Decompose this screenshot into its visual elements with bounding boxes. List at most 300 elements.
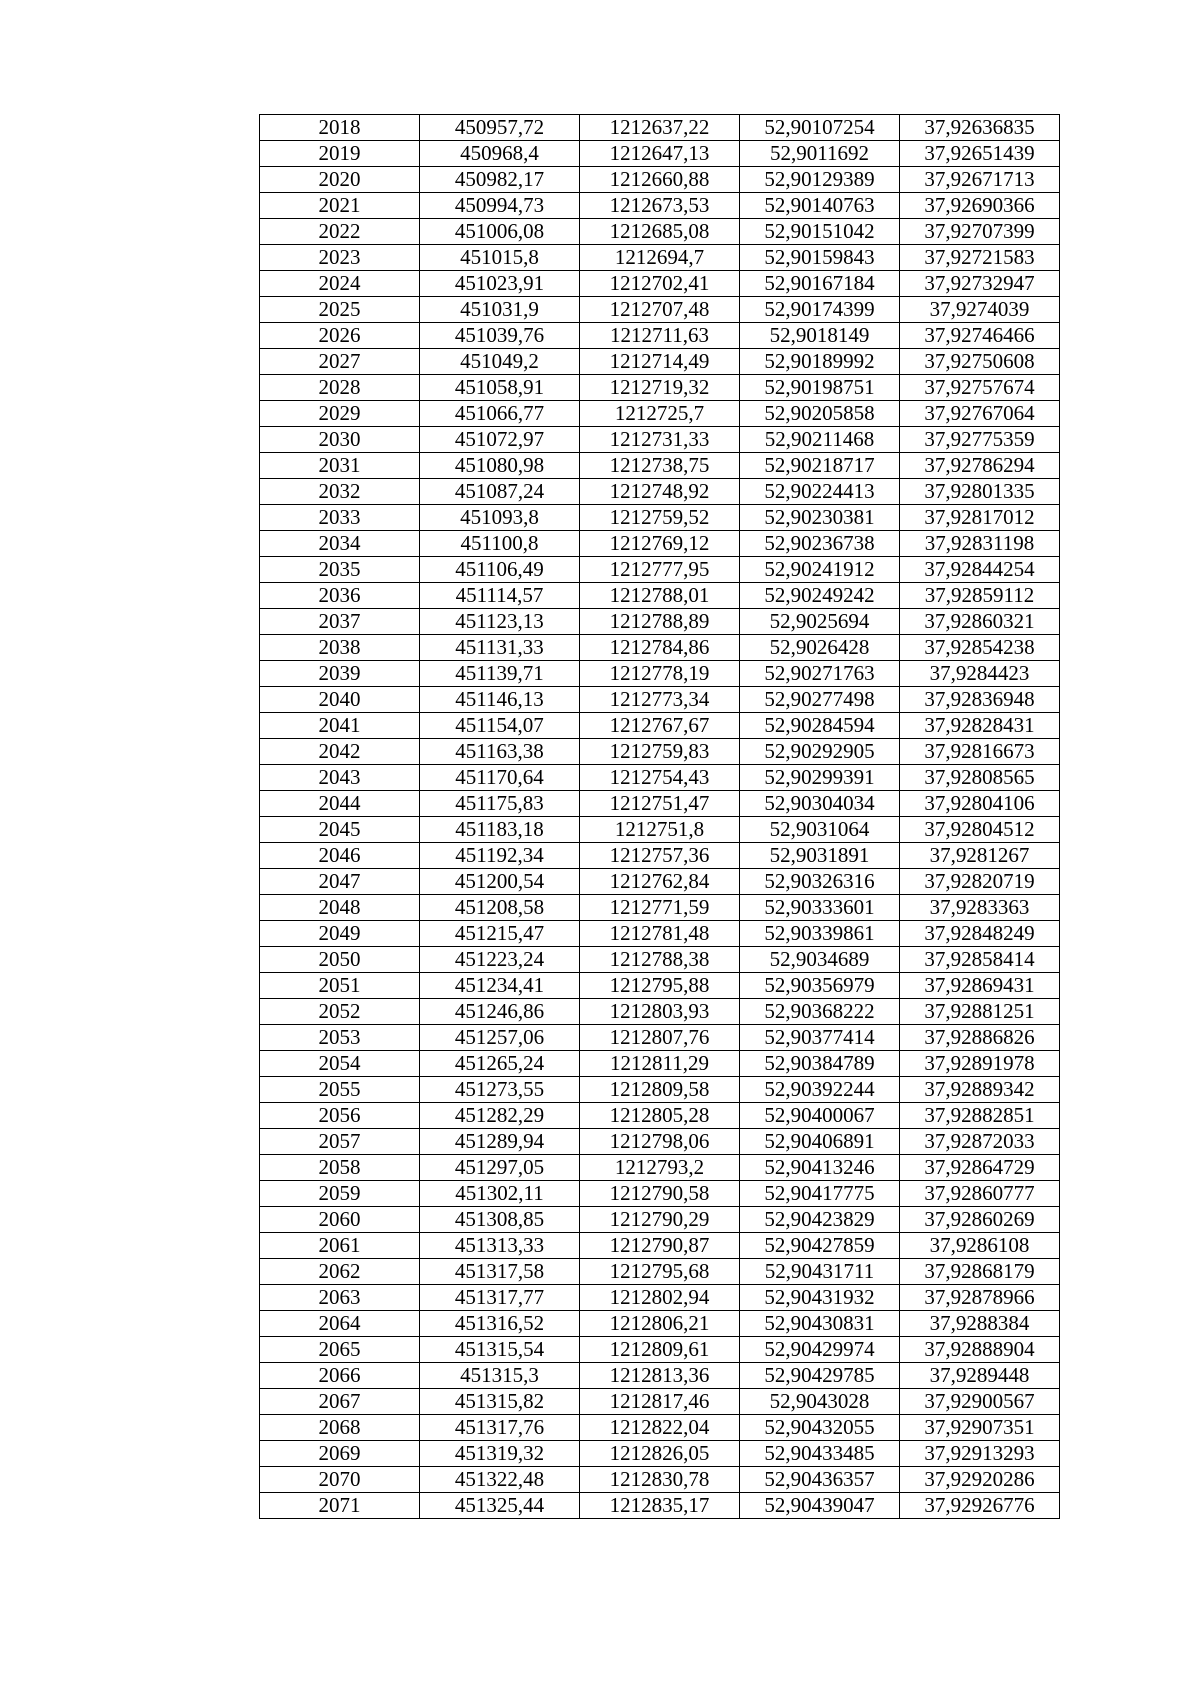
longitude-cell: 37,92860777: [900, 1181, 1060, 1207]
latitude-cell: 52,90368222: [740, 999, 900, 1025]
table-row: [260, 1051, 1060, 1077]
point-number-cell: 2020: [260, 167, 420, 193]
table-row: [260, 505, 1060, 531]
point-number-cell: 2062: [260, 1259, 420, 1285]
y-coordinate-cell: 1212660,88: [580, 167, 740, 193]
latitude-cell: 52,90384789: [740, 1051, 900, 1077]
longitude-cell: 37,92767064: [900, 401, 1060, 427]
latitude-cell: 52,90167184: [740, 271, 900, 297]
point-number-cell: 2037: [260, 609, 420, 635]
point-number-cell: 2055: [260, 1077, 420, 1103]
table-row: [260, 427, 1060, 453]
y-coordinate-cell: 1212731,33: [580, 427, 740, 453]
x-coordinate-cell: 451154,07: [420, 713, 580, 739]
latitude-cell: 52,90304034: [740, 791, 900, 817]
table-row: [260, 245, 1060, 271]
latitude-cell: 52,90129389: [740, 167, 900, 193]
table-row: [260, 791, 1060, 817]
latitude-cell: 52,90140763: [740, 193, 900, 219]
table-row: [260, 973, 1060, 999]
x-coordinate-cell: 451265,24: [420, 1051, 580, 1077]
y-coordinate-cell: 1212806,21: [580, 1311, 740, 1337]
x-coordinate-cell: 451325,44: [420, 1493, 580, 1519]
latitude-cell: 52,90356979: [740, 973, 900, 999]
y-coordinate-cell: 1212798,06: [580, 1129, 740, 1155]
y-coordinate-cell: 1212777,95: [580, 557, 740, 583]
longitude-cell: 37,92860321: [900, 609, 1060, 635]
longitude-cell: 37,92926776: [900, 1493, 1060, 1519]
x-coordinate-cell: 451183,18: [420, 817, 580, 843]
latitude-cell: 52,90174399: [740, 297, 900, 323]
y-coordinate-cell: 1212788,89: [580, 609, 740, 635]
longitude-cell: 37,92860269: [900, 1207, 1060, 1233]
y-coordinate-cell: 1212719,32: [580, 375, 740, 401]
table-row: [260, 765, 1060, 791]
y-coordinate-cell: 1212790,29: [580, 1207, 740, 1233]
latitude-cell: 52,90333601: [740, 895, 900, 921]
table-row: [260, 1389, 1060, 1415]
latitude-cell: 52,90107254: [740, 115, 900, 141]
y-coordinate-cell: 1212751,47: [580, 791, 740, 817]
latitude-cell: 52,9011692: [740, 141, 900, 167]
latitude-cell: 52,90326316: [740, 869, 900, 895]
point-number-cell: 2033: [260, 505, 420, 531]
y-coordinate-cell: 1212707,48: [580, 297, 740, 323]
latitude-cell: 52,90236738: [740, 531, 900, 557]
latitude-cell: 52,90218717: [740, 453, 900, 479]
point-number-cell: 2056: [260, 1103, 420, 1129]
table-row: [260, 297, 1060, 323]
longitude-cell: 37,92907351: [900, 1415, 1060, 1441]
table-row: [260, 1415, 1060, 1441]
y-coordinate-cell: 1212809,58: [580, 1077, 740, 1103]
longitude-cell: 37,92651439: [900, 141, 1060, 167]
longitude-cell: 37,92671713: [900, 167, 1060, 193]
x-coordinate-cell: 451308,85: [420, 1207, 580, 1233]
longitude-cell: 37,92750608: [900, 349, 1060, 375]
x-coordinate-cell: 451315,54: [420, 1337, 580, 1363]
latitude-cell: 52,90392244: [740, 1077, 900, 1103]
latitude-cell: 52,90211468: [740, 427, 900, 453]
latitude-cell: 52,9031064: [740, 817, 900, 843]
longitude-cell: 37,92859112: [900, 583, 1060, 609]
latitude-cell: 52,90249242: [740, 583, 900, 609]
latitude-cell: 52,90271763: [740, 661, 900, 687]
x-coordinate-cell: 451114,57: [420, 583, 580, 609]
table-row: [260, 271, 1060, 297]
table-row: [260, 453, 1060, 479]
x-coordinate-cell: 451066,77: [420, 401, 580, 427]
longitude-cell: 37,92820719: [900, 869, 1060, 895]
latitude-cell: 52,9018149: [740, 323, 900, 349]
longitude-cell: 37,9281267: [900, 843, 1060, 869]
point-number-cell: 2043: [260, 765, 420, 791]
point-number-cell: 2054: [260, 1051, 420, 1077]
y-coordinate-cell: 1212830,78: [580, 1467, 740, 1493]
x-coordinate-cell: 451322,48: [420, 1467, 580, 1493]
longitude-cell: 37,92886826: [900, 1025, 1060, 1051]
longitude-cell: 37,92707399: [900, 219, 1060, 245]
point-number-cell: 2028: [260, 375, 420, 401]
point-number-cell: 2031: [260, 453, 420, 479]
y-coordinate-cell: 1212807,76: [580, 1025, 740, 1051]
longitude-cell: 37,92786294: [900, 453, 1060, 479]
y-coordinate-cell: 1212673,53: [580, 193, 740, 219]
table-row: [260, 869, 1060, 895]
latitude-cell: 52,90430831: [740, 1311, 900, 1337]
table-row: [260, 1025, 1060, 1051]
y-coordinate-cell: 1212781,48: [580, 921, 740, 947]
y-coordinate-cell: 1212748,92: [580, 479, 740, 505]
x-coordinate-cell: 451087,24: [420, 479, 580, 505]
y-coordinate-cell: 1212778,19: [580, 661, 740, 687]
longitude-cell: 37,92888904: [900, 1337, 1060, 1363]
table-row: [260, 1233, 1060, 1259]
longitude-cell: 37,92836948: [900, 687, 1060, 713]
latitude-cell: 52,90284594: [740, 713, 900, 739]
latitude-cell: 52,90198751: [740, 375, 900, 401]
longitude-cell: 37,92889342: [900, 1077, 1060, 1103]
y-coordinate-cell: 1212702,41: [580, 271, 740, 297]
x-coordinate-cell: 451006,08: [420, 219, 580, 245]
x-coordinate-cell: 451315,3: [420, 1363, 580, 1389]
table-row: [260, 141, 1060, 167]
point-number-cell: 2046: [260, 843, 420, 869]
x-coordinate-cell: 451317,77: [420, 1285, 580, 1311]
point-number-cell: 2057: [260, 1129, 420, 1155]
y-coordinate-cell: 1212784,86: [580, 635, 740, 661]
x-coordinate-cell: 451234,41: [420, 973, 580, 999]
latitude-cell: 52,90339861: [740, 921, 900, 947]
table-row: [260, 219, 1060, 245]
latitude-cell: 52,90277498: [740, 687, 900, 713]
x-coordinate-cell: 451257,06: [420, 1025, 580, 1051]
latitude-cell: 52,90299391: [740, 765, 900, 791]
y-coordinate-cell: 1212647,13: [580, 141, 740, 167]
longitude-cell: 37,92854238: [900, 635, 1060, 661]
point-number-cell: 2069: [260, 1441, 420, 1467]
x-coordinate-cell: 451317,76: [420, 1415, 580, 1441]
table-row: [260, 635, 1060, 661]
latitude-cell: 52,90292905: [740, 739, 900, 765]
x-coordinate-cell: 451316,52: [420, 1311, 580, 1337]
table-row: [260, 1103, 1060, 1129]
latitude-cell: 52,90241912: [740, 557, 900, 583]
y-coordinate-cell: 1212714,49: [580, 349, 740, 375]
x-coordinate-cell: 451031,9: [420, 297, 580, 323]
longitude-cell: 37,92817012: [900, 505, 1060, 531]
x-coordinate-cell: 450968,4: [420, 141, 580, 167]
longitude-cell: 37,9286108: [900, 1233, 1060, 1259]
latitude-cell: 52,9043028: [740, 1389, 900, 1415]
longitude-cell: 37,92801335: [900, 479, 1060, 505]
table-row: [260, 739, 1060, 765]
x-coordinate-cell: 451100,8: [420, 531, 580, 557]
y-coordinate-cell: 1212637,22: [580, 115, 740, 141]
y-coordinate-cell: 1212813,36: [580, 1363, 740, 1389]
point-number-cell: 2065: [260, 1337, 420, 1363]
table-row: [260, 1077, 1060, 1103]
latitude-cell: 52,90431711: [740, 1259, 900, 1285]
point-number-cell: 2042: [260, 739, 420, 765]
longitude-cell: 37,92804106: [900, 791, 1060, 817]
point-number-cell: 2059: [260, 1181, 420, 1207]
latitude-cell: 52,90433485: [740, 1441, 900, 1467]
x-coordinate-cell: 451039,76: [420, 323, 580, 349]
x-coordinate-cell: 451273,55: [420, 1077, 580, 1103]
table-row: [260, 895, 1060, 921]
table-row: [260, 843, 1060, 869]
longitude-cell: 37,92882851: [900, 1103, 1060, 1129]
x-coordinate-cell: 451297,05: [420, 1155, 580, 1181]
y-coordinate-cell: 1212802,94: [580, 1285, 740, 1311]
point-number-cell: 2064: [260, 1311, 420, 1337]
latitude-cell: 52,90224413: [740, 479, 900, 505]
longitude-cell: 37,92816673: [900, 739, 1060, 765]
y-coordinate-cell: 1212795,88: [580, 973, 740, 999]
y-coordinate-cell: 1212793,2: [580, 1155, 740, 1181]
longitude-cell: 37,92891978: [900, 1051, 1060, 1077]
point-number-cell: 2047: [260, 869, 420, 895]
point-number-cell: 2066: [260, 1363, 420, 1389]
x-coordinate-cell: 451223,24: [420, 947, 580, 973]
table-row: [260, 609, 1060, 635]
latitude-cell: 52,90423829: [740, 1207, 900, 1233]
latitude-cell: 52,9034689: [740, 947, 900, 973]
x-coordinate-cell: 451139,71: [420, 661, 580, 687]
x-coordinate-cell: 451246,86: [420, 999, 580, 1025]
coordinates-table-body: [260, 115, 1060, 1519]
y-coordinate-cell: 1212769,12: [580, 531, 740, 557]
table-row: [260, 401, 1060, 427]
longitude-cell: 37,92732947: [900, 271, 1060, 297]
latitude-cell: 52,90429785: [740, 1363, 900, 1389]
table-row: [260, 479, 1060, 505]
longitude-cell: 37,92775359: [900, 427, 1060, 453]
longitude-cell: 37,92900567: [900, 1389, 1060, 1415]
x-coordinate-cell: 451170,64: [420, 765, 580, 791]
point-number-cell: 2052: [260, 999, 420, 1025]
x-coordinate-cell: 451106,49: [420, 557, 580, 583]
point-number-cell: 2058: [260, 1155, 420, 1181]
table-row: [260, 531, 1060, 557]
x-coordinate-cell: 451317,58: [420, 1259, 580, 1285]
x-coordinate-cell: 451289,94: [420, 1129, 580, 1155]
longitude-cell: 37,92881251: [900, 999, 1060, 1025]
point-number-cell: 2035: [260, 557, 420, 583]
point-number-cell: 2048: [260, 895, 420, 921]
table-row: [260, 1155, 1060, 1181]
longitude-cell: 37,92757674: [900, 375, 1060, 401]
y-coordinate-cell: 1212805,28: [580, 1103, 740, 1129]
point-number-cell: 2045: [260, 817, 420, 843]
longitude-cell: 37,9283363: [900, 895, 1060, 921]
point-number-cell: 2053: [260, 1025, 420, 1051]
y-coordinate-cell: 1212817,46: [580, 1389, 740, 1415]
latitude-cell: 52,90429974: [740, 1337, 900, 1363]
y-coordinate-cell: 1212751,8: [580, 817, 740, 843]
table-row: [260, 1493, 1060, 1519]
y-coordinate-cell: 1212711,63: [580, 323, 740, 349]
latitude-cell: 52,90417775: [740, 1181, 900, 1207]
point-number-cell: 2034: [260, 531, 420, 557]
x-coordinate-cell: 451319,32: [420, 1441, 580, 1467]
table-row: [260, 921, 1060, 947]
x-coordinate-cell: 451080,98: [420, 453, 580, 479]
y-coordinate-cell: 1212754,43: [580, 765, 740, 791]
point-number-cell: 2023: [260, 245, 420, 271]
point-number-cell: 2071: [260, 1493, 420, 1519]
point-number-cell: 2067: [260, 1389, 420, 1415]
table-row: [260, 1259, 1060, 1285]
table-row: [260, 557, 1060, 583]
table-row: [260, 1181, 1060, 1207]
table-row: [260, 375, 1060, 401]
latitude-cell: 52,90427859: [740, 1233, 900, 1259]
point-number-cell: 2024: [260, 271, 420, 297]
y-coordinate-cell: 1212773,34: [580, 687, 740, 713]
y-coordinate-cell: 1212762,84: [580, 869, 740, 895]
table-row: [260, 193, 1060, 219]
point-number-cell: 2038: [260, 635, 420, 661]
table-row: [260, 1207, 1060, 1233]
point-number-cell: 2039: [260, 661, 420, 687]
y-coordinate-cell: 1212771,59: [580, 895, 740, 921]
longitude-cell: 37,92636835: [900, 115, 1060, 141]
x-coordinate-cell: 451315,82: [420, 1389, 580, 1415]
latitude-cell: 52,9026428: [740, 635, 900, 661]
y-coordinate-cell: 1212803,93: [580, 999, 740, 1025]
point-number-cell: 2029: [260, 401, 420, 427]
x-coordinate-cell: 451192,34: [420, 843, 580, 869]
x-coordinate-cell: 451131,33: [420, 635, 580, 661]
longitude-cell: 37,9284423: [900, 661, 1060, 687]
longitude-cell: 37,9274039: [900, 297, 1060, 323]
point-number-cell: 2041: [260, 713, 420, 739]
table-row: [260, 583, 1060, 609]
x-coordinate-cell: 451282,29: [420, 1103, 580, 1129]
x-coordinate-cell: 451163,38: [420, 739, 580, 765]
point-number-cell: 2019: [260, 141, 420, 167]
x-coordinate-cell: 451123,13: [420, 609, 580, 635]
longitude-cell: 37,92828431: [900, 713, 1060, 739]
table-row: [260, 115, 1060, 141]
y-coordinate-cell: 1212788,38: [580, 947, 740, 973]
longitude-cell: 37,92746466: [900, 323, 1060, 349]
point-number-cell: 2050: [260, 947, 420, 973]
point-number-cell: 2022: [260, 219, 420, 245]
table-row: [260, 1467, 1060, 1493]
longitude-cell: 37,92913293: [900, 1441, 1060, 1467]
point-number-cell: 2018: [260, 115, 420, 141]
y-coordinate-cell: 1212790,87: [580, 1233, 740, 1259]
x-coordinate-cell: 451146,13: [420, 687, 580, 713]
table-row: [260, 687, 1060, 713]
y-coordinate-cell: 1212759,83: [580, 739, 740, 765]
longitude-cell: 37,92808565: [900, 765, 1060, 791]
longitude-cell: 37,92844254: [900, 557, 1060, 583]
y-coordinate-cell: 1212795,68: [580, 1259, 740, 1285]
x-coordinate-cell: 450982,17: [420, 167, 580, 193]
table-row: [260, 713, 1060, 739]
longitude-cell: 37,92848249: [900, 921, 1060, 947]
latitude-cell: 52,90377414: [740, 1025, 900, 1051]
latitude-cell: 52,90159843: [740, 245, 900, 271]
point-number-cell: 2061: [260, 1233, 420, 1259]
latitude-cell: 52,90406891: [740, 1129, 900, 1155]
longitude-cell: 37,92872033: [900, 1129, 1060, 1155]
longitude-cell: 37,9289448: [900, 1363, 1060, 1389]
latitude-cell: 52,90432055: [740, 1415, 900, 1441]
table-row: [260, 349, 1060, 375]
x-coordinate-cell: 451175,83: [420, 791, 580, 817]
point-number-cell: 2026: [260, 323, 420, 349]
y-coordinate-cell: 1212826,05: [580, 1441, 740, 1467]
table-row: [260, 1285, 1060, 1311]
point-number-cell: 2032: [260, 479, 420, 505]
y-coordinate-cell: 1212811,29: [580, 1051, 740, 1077]
table-row: [260, 1363, 1060, 1389]
latitude-cell: 52,90436357: [740, 1467, 900, 1493]
longitude-cell: 37,92690366: [900, 193, 1060, 219]
y-coordinate-cell: 1212788,01: [580, 583, 740, 609]
latitude-cell: 52,9031891: [740, 843, 900, 869]
latitude-cell: 52,90400067: [740, 1103, 900, 1129]
latitude-cell: 52,90205858: [740, 401, 900, 427]
point-number-cell: 2040: [260, 687, 420, 713]
table-row: [260, 1311, 1060, 1337]
table-row: [260, 947, 1060, 973]
point-number-cell: 2021: [260, 193, 420, 219]
longitude-cell: 37,92878966: [900, 1285, 1060, 1311]
x-coordinate-cell: 451093,8: [420, 505, 580, 531]
x-coordinate-cell: 451058,91: [420, 375, 580, 401]
latitude-cell: 52,90413246: [740, 1155, 900, 1181]
table-row: [260, 1129, 1060, 1155]
table-row: [260, 323, 1060, 349]
latitude-cell: 52,90439047: [740, 1493, 900, 1519]
table-row: [260, 999, 1060, 1025]
table-row: [260, 1337, 1060, 1363]
y-coordinate-cell: 1212759,52: [580, 505, 740, 531]
point-number-cell: 2063: [260, 1285, 420, 1311]
y-coordinate-cell: 1212725,7: [580, 401, 740, 427]
point-number-cell: 2036: [260, 583, 420, 609]
latitude-cell: 52,9025694: [740, 609, 900, 635]
x-coordinate-cell: 451313,33: [420, 1233, 580, 1259]
point-number-cell: 2025: [260, 297, 420, 323]
x-coordinate-cell: 451015,8: [420, 245, 580, 271]
y-coordinate-cell: 1212694,7: [580, 245, 740, 271]
x-coordinate-cell: 451049,2: [420, 349, 580, 375]
point-number-cell: 2027: [260, 349, 420, 375]
longitude-cell: 37,92920286: [900, 1467, 1060, 1493]
x-coordinate-cell: 451215,47: [420, 921, 580, 947]
point-number-cell: 2068: [260, 1415, 420, 1441]
point-number-cell: 2049: [260, 921, 420, 947]
latitude-cell: 52,90230381: [740, 505, 900, 531]
latitude-cell: 52,90151042: [740, 219, 900, 245]
y-coordinate-cell: 1212767,67: [580, 713, 740, 739]
longitude-cell: 37,9288384: [900, 1311, 1060, 1337]
longitude-cell: 37,92721583: [900, 245, 1060, 271]
x-coordinate-cell: 451200,54: [420, 869, 580, 895]
y-coordinate-cell: 1212822,04: [580, 1415, 740, 1441]
table-row: [260, 167, 1060, 193]
longitude-cell: 37,92864729: [900, 1155, 1060, 1181]
point-number-cell: 2060: [260, 1207, 420, 1233]
table-row: [260, 817, 1060, 843]
